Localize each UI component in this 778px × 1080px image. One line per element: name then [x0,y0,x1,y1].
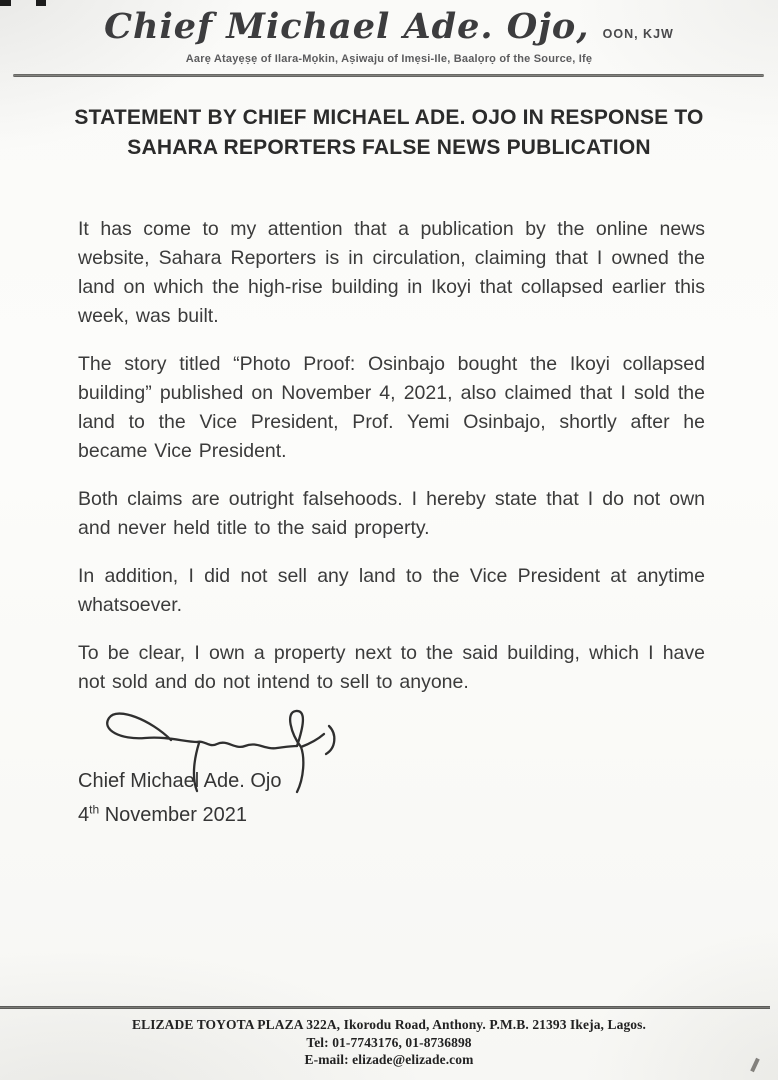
statement-title: STATEMENT BY CHIEF MICHAEL ADE. OJO IN RESPONSE TO SAHARA REPORTERS FALSE NEWS PUBLICATION [74,105,704,159]
footer-address: ELIZADE TOYOTA PLAZA 322A, Ikorodu Road, Anthony. P.M.B. 21393 Ikeja, Lagos. [132,1017,646,1032]
paragraph-3: Both claims are outright falsehoods. I hereby state that I do not own and never held title to the said property. [78,487,705,539]
scan-artifact-mark [36,0,46,6]
date-ordinal: th [89,802,100,817]
date-rest: November 2021 [99,804,248,826]
footer-divider-rule [0,1006,770,1009]
paragraph-4: In addition, I did not sell any land to the Vice President at anytime whatsoever. [78,564,705,616]
letterhead-name-text: Chief Michael Ade. Ojo, [104,6,590,47]
statement-date [78,804,247,827]
letterhead-titles-line: Aarẹ Atayẹṣẹ of Ilara-Mọkin, Aṣiwaju of Imẹsi-Ile, Baalọrọ of the Source, Ifẹ [185,52,593,65]
statement-body [78,215,705,697]
letterhead [0,0,778,77]
letterhead-name [0,8,778,47]
letter-footer [0,1006,778,1069]
paragraph-1: It has come to my attention that a publication by the online news website, Sahara Reporters is in circulation, claiming that I owned the land on which the high-rise building in Ikoyi that collapsed earlier this week, was built. [78,217,705,327]
footer-email: E-mail: elizade@elizade.com [304,1052,474,1067]
paragraph-5: To be clear, I own a property next to the said building, which I have not sold and do not intend to sell to anyone. [78,641,705,693]
footer-phone: Tel: 01-7743176, 01-8736898 [306,1034,472,1050]
footer-text [0,1016,778,1069]
scan-artifact-mark [0,0,11,6]
letterhead-honors: OON, KJW [602,27,674,41]
paragraph-2: The story titled “Photo Proof: Osinbajo bought the Ikoyi collapsed building” published on November 4, 2021, also claimed that I sold the land to the Vice President, Prof. Yemi Osinbajo, shortly after he became Vice President. [78,352,705,462]
letterhead-divider-rule [13,74,764,77]
date-day: 4 [78,804,90,826]
signatory-name: Chief Michael Ade. Ojo [78,770,282,792]
